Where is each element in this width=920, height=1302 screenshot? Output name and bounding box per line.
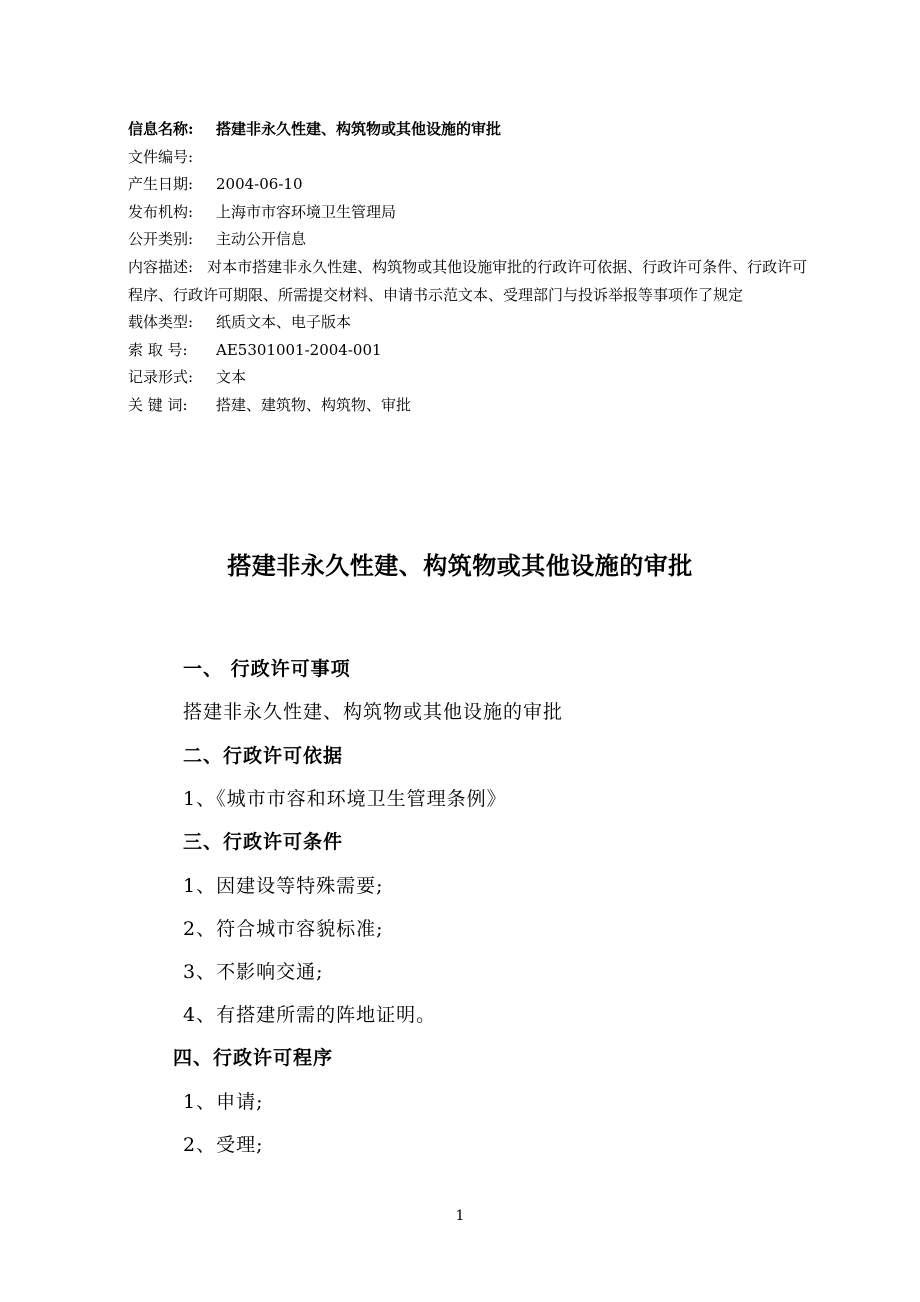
meta-label: 记录形式: xyxy=(128,368,194,387)
meta-row-category xyxy=(128,226,808,254)
document-metadata xyxy=(128,116,808,420)
meta-row-index-no xyxy=(128,337,808,365)
meta-row-record-form xyxy=(128,364,808,392)
meta-value: 主动公开信息 xyxy=(216,230,307,249)
meta-value: AE5301001-2004-001 xyxy=(216,340,382,359)
meta-label: 发布机构: xyxy=(128,202,194,221)
document-title: 搭建非永久性建、构筑物或其他设施的审批 xyxy=(227,551,693,580)
list-item: 1、申请; xyxy=(183,1091,264,1113)
meta-value: 上海市市容环境卫生管理局 xyxy=(216,202,397,221)
section-heading: 一、 行政许可事项 xyxy=(183,658,351,680)
section-text: 搭建非永久性建、构筑物或其他设施的审批 xyxy=(183,701,564,723)
meta-value: 搭建、建筑物、构筑物、审批 xyxy=(216,395,412,414)
meta-value: 2004-06-10 xyxy=(216,175,303,194)
meta-label: 信息名称: xyxy=(128,120,194,138)
section-heading: 二、行政许可依据 xyxy=(183,745,344,767)
meta-row-info-name xyxy=(128,116,808,144)
list-item: 3、不影响交通; xyxy=(183,961,324,983)
meta-row-date xyxy=(128,171,808,199)
meta-row-keywords xyxy=(128,392,808,420)
section-heading: 四、行政许可程序 xyxy=(173,1047,334,1069)
meta-value: 文本 xyxy=(216,368,247,387)
meta-value: 对本市搭建非永久性建、构筑物或其他设施审批的行政许可依据、行政许可条件、行政许可程序、行政许可期限、所需提交材料、申请书示范文本、受理部门与投诉举报等事项作了规定 xyxy=(128,257,808,304)
meta-label: 关 键 词: xyxy=(128,395,188,414)
section-heading: 三、行政许可条件 xyxy=(183,831,344,853)
meta-label: 索 取 号: xyxy=(128,340,188,359)
meta-label: 公开类别: xyxy=(128,230,194,249)
page-number: 1 xyxy=(455,1208,465,1224)
meta-row-carrier xyxy=(128,309,808,337)
list-item: 1、《城市市容和环境卫生管理条例》 xyxy=(183,788,507,810)
list-item: 2、符合城市容貌标准; xyxy=(183,918,384,940)
meta-value: 纸质文本、电子版本 xyxy=(216,313,352,332)
list-item: 1、因建设等特殊需要; xyxy=(183,875,384,897)
meta-label: 产生日期: xyxy=(128,175,194,194)
meta-value xyxy=(216,144,808,172)
meta-row-description xyxy=(128,254,808,309)
list-item: 4、有搭建所需的阵地证明。 xyxy=(183,1004,437,1026)
meta-label: 载体类型: xyxy=(128,313,194,332)
meta-row-publisher xyxy=(128,199,808,227)
list-item: 2、受理; xyxy=(183,1134,264,1156)
meta-label: 文件编号: xyxy=(128,147,194,166)
meta-row-file-no xyxy=(128,144,808,172)
meta-value: 搭建非永久性建、构筑物或其他设施的审批 xyxy=(216,120,502,138)
meta-label: 内容描述: xyxy=(128,257,194,276)
